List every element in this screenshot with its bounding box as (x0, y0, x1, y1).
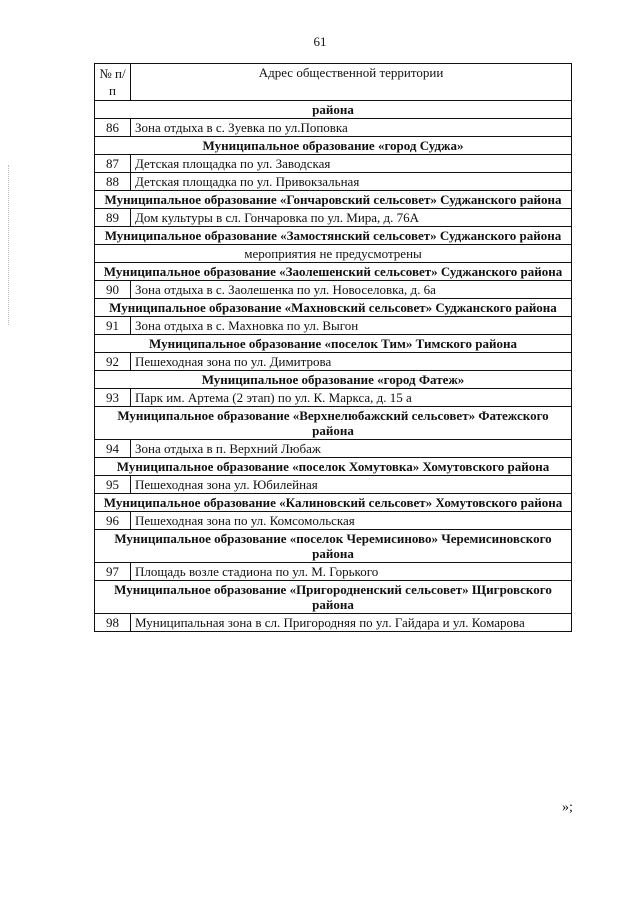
page-number: 61 (313, 34, 327, 49)
row-number: 97 (95, 563, 131, 581)
row-number: 88 (95, 173, 131, 191)
row-address: Пешеходная зона ул. Юбилейная (131, 476, 572, 494)
section-row (95, 371, 572, 389)
section-heading: Муниципальное образование «Пригородненский сельсовет» Щигровского района (95, 581, 572, 614)
row-number: 95 (95, 476, 131, 494)
row-number: 90 (95, 281, 131, 299)
section-heading: Муниципальное образование «город Фатеж» (95, 371, 572, 389)
section-row (95, 101, 572, 119)
section-heading: Муниципальное образование «поселок Хомутовка» Хомутовского района (95, 458, 572, 476)
table-row (95, 281, 572, 299)
section-row (95, 227, 572, 245)
section-heading: Муниципальное образование «Верхнелюбажский сельсовет» Фатежского района (95, 407, 572, 440)
section-row (95, 458, 572, 476)
table-body (95, 101, 572, 632)
section-heading: Муниципальное образование «поселок Черемисиново» Черемисиновского района (95, 530, 572, 563)
table-row (95, 173, 572, 191)
table-row (95, 389, 572, 407)
section-row (95, 137, 572, 155)
table-row (95, 563, 572, 581)
table-row (95, 119, 572, 137)
table-row (95, 353, 572, 371)
row-number: 96 (95, 512, 131, 530)
header-address: Адрес общественной территории (131, 64, 572, 101)
section-heading: Муниципальное образование «Замостянский сельсовет» Суджанского района (95, 227, 572, 245)
section-heading: Муниципальное образование «Калиновский сельсовет» Хомутовского района (95, 494, 572, 512)
table-row (95, 476, 572, 494)
row-address: Муниципальная зона в сл. Пригородняя по ул. Гайдара и ул. Комарова (131, 614, 572, 632)
table-row (95, 155, 572, 173)
row-number: 86 (95, 119, 131, 137)
row-address: Площадь возле стадиона по ул. М. Горького (131, 563, 572, 581)
row-address: Пешеходная зона по ул. Комсомольская (131, 512, 572, 530)
section-heading: Муниципальное образование «город Суджа» (95, 137, 572, 155)
section-heading: Муниципальное образование «поселок Тим» Тимского района (95, 335, 572, 353)
section-row (95, 581, 572, 614)
row-address: Зона отдыха в с. Заолешенка по ул. Новоселовка, д. 6а (131, 281, 572, 299)
section-note: мероприятия не предусмотрены (95, 245, 572, 263)
row-number: 87 (95, 155, 131, 173)
row-address: Зона отдыха в п. Верхний Любаж (131, 440, 572, 458)
section-heading: Муниципальное образование «Заолешенский сельсовет» Суджанского района (95, 263, 572, 281)
row-address: Детская площадка по ул. Привокзальная (131, 173, 572, 191)
row-address: Зона отдыха в с. Махновка по ул. Выгон (131, 317, 572, 335)
section-heading: района (95, 101, 572, 119)
table-row (95, 512, 572, 530)
territory-table (94, 63, 572, 632)
margin-scan-marks (8, 165, 11, 325)
table-header-row (95, 64, 572, 101)
header-number: № п/п (95, 64, 131, 101)
section-heading: Муниципальное образование «Гончаровский сельсовет» Суджанского района (95, 191, 572, 209)
row-address: Парк им. Артема (2 этап) по ул. К. Маркса, д. 15 а (131, 389, 572, 407)
row-number: 94 (95, 440, 131, 458)
section-row (95, 494, 572, 512)
table-row (95, 614, 572, 632)
row-number: 93 (95, 389, 131, 407)
row-number: 91 (95, 317, 131, 335)
row-number: 89 (95, 209, 131, 227)
row-number: 92 (95, 353, 131, 371)
section-row (95, 191, 572, 209)
section-row (95, 263, 572, 281)
section-row (95, 299, 572, 317)
table-row (95, 209, 572, 227)
row-address: Пешеходная зона по ул. Димитрова (131, 353, 572, 371)
section-heading: Муниципальное образование «Махновский сельсовет» Суджанского района (95, 299, 572, 317)
section-row (95, 335, 572, 353)
section-row (95, 530, 572, 563)
closing-quote: »; (562, 800, 573, 815)
table-row (95, 317, 572, 335)
row-address: Детская площадка по ул. Заводская (131, 155, 572, 173)
table-row (95, 440, 572, 458)
row-address: Зона отдыха в с. Зуевка по ул.Поповка (131, 119, 572, 137)
row-number: 98 (95, 614, 131, 632)
row-address: Дом культуры в сл. Гончаровка по ул. Мира, д. 76А (131, 209, 572, 227)
section-row (95, 407, 572, 440)
note-row (95, 245, 572, 263)
